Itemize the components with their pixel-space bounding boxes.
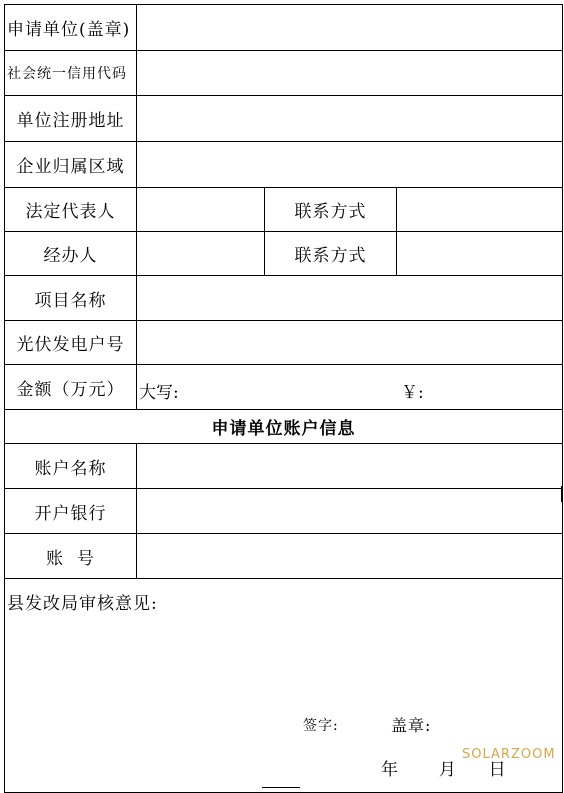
legal-rep-field[interactable]	[137, 188, 265, 232]
account-number-field[interactable]	[137, 534, 563, 579]
pv-account-field[interactable]	[137, 321, 563, 365]
date-year: 年	[381, 760, 398, 780]
border-tick	[561, 486, 563, 502]
account-name-label: 账户名称	[5, 444, 137, 489]
account-name-field[interactable]	[137, 444, 563, 489]
contact-label-2: 联系方式	[265, 232, 397, 276]
amount-label: 金额（万元）	[5, 365, 137, 410]
contact-label-1: 联系方式	[265, 188, 397, 232]
contact-field-1[interactable]	[397, 188, 563, 232]
handler-field[interactable]	[137, 232, 265, 276]
row-pv-account	[5, 321, 563, 365]
row-credit-code	[5, 51, 563, 96]
date-day: 日	[488, 760, 506, 780]
pv-account-label: 光伏发电户号	[5, 321, 137, 365]
contact-field-2[interactable]	[397, 232, 563, 276]
bank-field[interactable]	[137, 489, 563, 534]
address-field[interactable]	[137, 96, 563, 142]
row-region	[5, 142, 563, 188]
stamp-label: 盖章:	[391, 716, 432, 735]
bank-label: 开户银行	[5, 489, 137, 534]
applicant-label: 申请单位(盖章)	[5, 5, 137, 51]
watermark: SOLARZOOM	[462, 747, 556, 762]
row-applicant	[5, 5, 563, 51]
handler-label: 经办人	[5, 232, 137, 276]
row-address	[5, 96, 563, 142]
region-field[interactable]	[137, 142, 563, 188]
date-month: 月	[438, 760, 456, 780]
amount-field[interactable]	[137, 365, 563, 410]
row-handler	[5, 232, 563, 276]
credit-code-label: 社会统一信用代码	[5, 51, 137, 96]
row-account-name	[5, 444, 563, 489]
region-label: 企业归属区域	[5, 142, 137, 188]
project-name-field[interactable]	[137, 276, 563, 321]
address-label: 单位注册地址	[5, 96, 137, 142]
page-bottom-mark	[262, 787, 300, 791]
row-section-title	[5, 410, 563, 444]
row-bank	[5, 489, 563, 534]
row-account-number	[5, 534, 563, 579]
amount-capital-label: 大写:	[139, 383, 179, 403]
legal-rep-label: 法定代表人	[5, 188, 137, 232]
credit-code-field[interactable]	[137, 51, 563, 96]
account-number-label: 账 号	[5, 534, 137, 579]
amount-yen-label: ￥:	[401, 383, 424, 403]
row-legal-rep	[5, 188, 563, 232]
account-section-title: 申请单位账户信息	[5, 410, 563, 444]
row-project-name	[5, 276, 563, 321]
signature-label: 签字:	[303, 718, 339, 734]
review-title: 县发改局审核意见:	[7, 594, 158, 614]
project-name-label: 项目名称	[5, 276, 137, 321]
application-form-table	[4, 4, 563, 793]
row-amount	[5, 365, 563, 410]
applicant-field[interactable]	[137, 5, 563, 51]
